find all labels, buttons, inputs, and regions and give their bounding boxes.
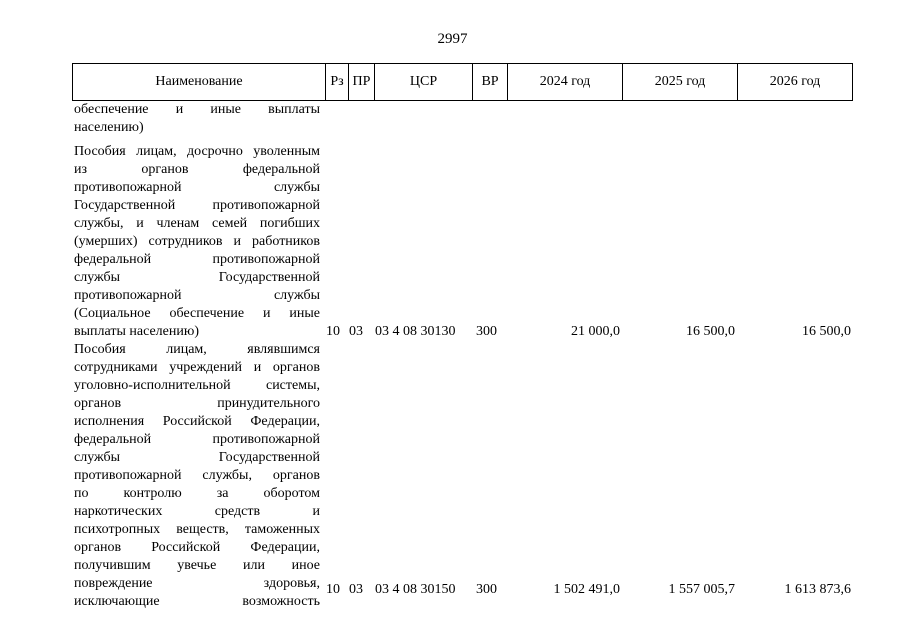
table-row-1-pr: 03	[349, 324, 363, 339]
table-row-2-2025: 1 557 005,7	[668, 582, 735, 597]
table-row-2-pr: 03	[349, 582, 363, 597]
name-line: службы Государственной	[74, 450, 320, 465]
name-line: исполнения Российской Федерации,	[74, 414, 320, 429]
table-row-2-csr: 03 4 08 30150	[375, 582, 456, 597]
name-line: повреждение здоровья,	[74, 576, 320, 591]
table-row-0-name	[74, 101, 320, 137]
col-header-name: Наименование	[155, 74, 243, 89]
table-row-1-rz: 10	[326, 324, 340, 339]
name-line: органов принудительного	[74, 396, 320, 411]
col-header-pr: ПР	[348, 64, 374, 100]
name-line: (Социальное обеспечение и иные	[74, 306, 320, 321]
table-row-2-2026: 1 613 873,6	[784, 582, 851, 597]
table-header	[72, 63, 853, 101]
col-header-vr: ВР	[472, 64, 507, 100]
table-row-2-name	[74, 341, 320, 611]
table-row-1-csr: 03 4 08 30130	[375, 324, 456, 339]
name-line: службы, и членам семей погибших	[74, 216, 320, 231]
name-line: сотрудниками учреждений и органов	[74, 360, 320, 375]
name-line: выплаты населению)	[74, 324, 199, 339]
name-line: противопожарной службы	[74, 180, 320, 195]
table-row-1-name	[74, 143, 320, 341]
name-line: психотропных веществ, таможенных	[74, 522, 320, 537]
name-line: противопожарной службы, органов	[74, 468, 320, 483]
col-header-2026: 2026 год	[737, 64, 852, 100]
col-header-2024: 2024 год	[507, 64, 622, 100]
table-row-1-2024: 21 000,0	[571, 324, 620, 339]
table-row-1-2026: 16 500,0	[802, 324, 851, 339]
name-line: противопожарной службы	[74, 288, 320, 303]
name-line: уголовно-исполнительной системы,	[74, 378, 320, 393]
name-line: из органов федеральной	[74, 162, 320, 177]
name-line: исключающие возможность	[74, 594, 320, 609]
table-row-1-2025: 16 500,0	[686, 324, 735, 339]
table-row-2-vr: 300	[476, 582, 497, 597]
name-line: Пособия лицам, являвшимся	[74, 342, 320, 357]
name-line: Государственной противопожарной	[74, 198, 320, 213]
page-number: 2997	[437, 31, 468, 47]
name-line: органов Российской Федерации,	[74, 540, 320, 555]
name-line: федеральной противопожарной	[74, 252, 320, 267]
table-row-2-rz: 10	[326, 582, 340, 597]
name-line: получившим увечье или иное	[74, 558, 320, 573]
name-line: по контролю за оборотом	[74, 486, 320, 501]
name-line: обеспечение и иные выплаты	[74, 102, 320, 117]
col-header-rz: Рз	[325, 64, 348, 100]
name-line: (умерших) сотрудников и работников	[74, 234, 320, 249]
table-row-1-vr: 300	[476, 324, 497, 339]
col-header-2025: 2025 год	[622, 64, 737, 100]
table-row-2-2024: 1 502 491,0	[553, 582, 620, 597]
name-line: федеральной противопожарной	[74, 432, 320, 447]
name-line: службы Государственной	[74, 270, 320, 285]
name-line: населению)	[74, 120, 144, 135]
name-line: наркотических средств и	[74, 504, 320, 519]
name-line: Пособия лицам, досрочно уволенным	[74, 144, 320, 159]
col-header-csr: ЦСР	[374, 64, 472, 100]
